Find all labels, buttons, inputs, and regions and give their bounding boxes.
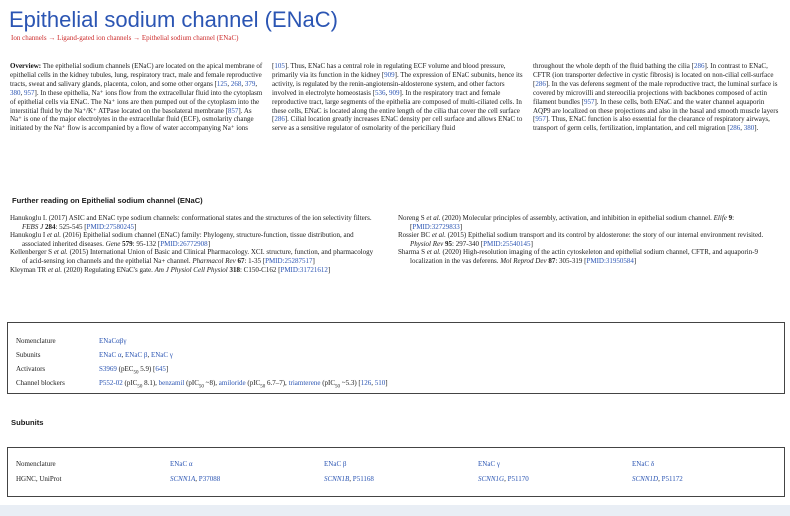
citation-link[interactable]: 286 (535, 79, 546, 88)
citation-link[interactable]: PMID:25540145 (483, 239, 531, 248)
citation-link[interactable]: 857 (227, 106, 239, 115)
overview-text-1: The epithelial sodium channels (ENaC) are located on the apical membrane of epithelial cells in the kidney tubules, lung, respiratory tract, male and female reproductive tracts, sweat and salivary glands, placenta, colon, and some other organs [125, 268, 379, 380, 957]. In these epithelia, Na⁺ ions flow from the extracellular fluid into the cytoplasm of epithelial cells via ENaC. The Na⁺ ions are then pumped out of the cytoplasm into the interstitial fluid by the Na⁺/K⁺ ATPase located on the basolateral membrane [857]. As Na⁺ is one of the major electrolytes in the extracellular fluid (ECF), osmolarity change initiated by the Na⁺ flow is accompanied by a flow of water accompanying Na⁺ ions (10, 62, 263, 133)
row-label: Nomenclature (16, 337, 56, 345)
references-right (398, 214, 778, 266)
reference-item: Kleyman TR et al. (2020) Regulating ENaC's gate. Am J Physiol Cell Physiol 318: C150-C162 [PMID:31721612] (10, 265, 331, 274)
journal-name: et al. (46, 231, 61, 240)
citation-link[interactable]: 125 (216, 79, 228, 88)
citation-link[interactable]: 286 (729, 124, 741, 133)
journal-name: et al. (47, 265, 62, 274)
citation-link[interactable]: PMID:25287517 (265, 256, 313, 265)
hgnc-uniprot-cell: SCNN1G, P51170 (478, 475, 529, 483)
citation-link[interactable]: 380 (10, 88, 21, 97)
citation-link[interactable]: 909 (389, 88, 400, 97)
further-reading-heading: Further reading on Epithelial sodium channel (ENaC) (12, 196, 203, 205)
citation-link[interactable]: 268 (230, 79, 242, 88)
journal-name: et al. (431, 231, 446, 240)
table-row-activators (16, 365, 168, 375)
journal-name: Elife (713, 214, 727, 222)
journal-name: et al. (426, 214, 441, 222)
citation-link[interactable]: 957 (24, 88, 35, 97)
subunit-link-gamma[interactable]: ENaC γ (150, 351, 173, 359)
journal-name: et al. (426, 248, 441, 257)
subunit-name-link[interactable]: ENaC α (170, 460, 193, 468)
breadcrumb-item-ion-channels[interactable]: Ion channels (11, 34, 47, 42)
volume-number: 9 (726, 214, 733, 222)
hgnc-uniprot-cell: SCNN1B, P51168 (324, 475, 374, 483)
subscript: 50 (198, 384, 204, 390)
uniprot-link[interactable]: P51168 (352, 475, 374, 483)
journal-name: et al. (53, 248, 68, 257)
volume-number: 87 (546, 256, 556, 265)
references-left (10, 214, 380, 274)
subunits-heading: Subunits (11, 418, 44, 427)
row-label: HGNC, UniProt (16, 475, 62, 483)
row-label: Subunits (16, 351, 41, 359)
overview-column-3 (533, 62, 783, 133)
citation-link[interactable]: amiloride (218, 379, 246, 387)
citation-link[interactable]: PMID:27580245 (86, 222, 134, 231)
citation-link[interactable]: 286 (693, 62, 705, 70)
page-title: Epithelial sodium channel (ENaC) (9, 7, 338, 32)
subunit-link-alpha[interactable]: ENaC α (99, 351, 122, 359)
subscript: 50 (335, 384, 341, 390)
breadcrumb (11, 34, 238, 42)
gene-link[interactable]: SCNN1G (478, 475, 505, 483)
reference-item: Noreng S et al. (2020) Molecular principles of assembly, activation, and inhibition in epithelial sodium channel. Elife 9: [PMID:32729833] (398, 214, 735, 231)
hgnc-uniprot-cell: SCNN1A, P37088 (170, 475, 221, 483)
reference-item: Kellenberger S et al. (2015) International Union of Basic and Clinical Pharmacology. XCI. structure, function, and pharmacology of acid-sensing ion channels and the epithelial Na+ channel. Pharmacol Rev 67: 1-35 [PMID:25287517] (10, 248, 374, 265)
citation-link[interactable]: benzamil (158, 379, 185, 387)
overview-column-1 (10, 62, 265, 133)
reference-item: Sharma S et al. (2020) High-resolution imaging of the actin cytoskeleton and epithelial sodium channel, CFTR, and aquaporin-9 localization in the vas deferens. Mol Reprod Dev 87: 305-319 [PMID:31950584] (398, 248, 759, 265)
subunits-table (7, 447, 785, 497)
gene-link[interactable]: SCNN1B (324, 475, 350, 483)
volume-number: 579 (120, 239, 133, 248)
citation-link[interactable]: 536 (375, 88, 386, 97)
subscript: 50 (260, 384, 266, 390)
subscript: 50 (137, 384, 143, 390)
citation-link[interactable]: 286 (274, 115, 285, 124)
table-row-nomenclature (16, 337, 126, 345)
subunit-link-beta[interactable]: ENaC β (125, 351, 148, 359)
volume-number: 318 (227, 265, 240, 274)
citation-link[interactable]: 645 (155, 365, 166, 373)
row-label: Channel blockers (16, 379, 65, 387)
subunit-name-link[interactable]: ENaC γ (478, 460, 500, 468)
citation-link[interactable]: PMID:31721612 (280, 265, 328, 274)
journal-name: Am J Physiol Cell Physiol (154, 265, 228, 274)
footer-bar (0, 505, 790, 516)
subunit-name-link[interactable]: ENaC δ (632, 460, 655, 468)
table-row-subunits: Subunits ENaC α, ENaC β, ENaC γ (16, 351, 173, 359)
citation-link[interactable]: 380 (743, 124, 755, 133)
journal-name: FEBS J (22, 222, 44, 231)
blockers-value: P552-02 (pIC$_{50}$ 8.1), benzamil (pIC$_{50}$ ~8), amiloride (pIC$_{50}$ 6.7–7), triamterene (pIC$_{50}$ ~5.3) [126, 510] (99, 379, 388, 390)
citation-link[interactable]: 379 (244, 79, 256, 88)
journal-name: Pharmacol Rev (192, 256, 236, 265)
uniprot-link[interactable]: P51172 (661, 475, 683, 483)
breadcrumb-item-ligand-gated[interactable]: Ligand-gated ion channels (57, 34, 132, 42)
journal-name: Mol Reprod Dev (500, 256, 547, 265)
citation-link[interactable]: 126 (360, 379, 372, 387)
row-label: Activators (16, 365, 46, 373)
uniprot-link[interactable]: P51170 (507, 475, 529, 483)
channel-properties-table (7, 322, 785, 394)
breadcrumb-separator: → (133, 34, 141, 42)
citation-link[interactable]: PMID:31950584 (586, 256, 634, 265)
hgnc-uniprot-cell: SCNN1D, P51172 (632, 475, 683, 483)
volume-number: 67 (235, 256, 245, 265)
volume-number: 95 (443, 239, 452, 248)
journal-name: Gene (105, 239, 121, 248)
breadcrumb-separator: → (48, 34, 56, 42)
gene-link[interactable]: SCNN1D (632, 475, 659, 483)
activators-value: S3969 (pEC$_{50}$ 5.9) [645] (99, 365, 169, 376)
journal-name: Physiol Rev (410, 239, 444, 248)
reference-item: Hanukoglu I. (2017) ASIC and ENaC type sodium channels: conformational states and the structures of the ion selectivity filters. FEBS J 284: 525-545 [PMID:27580245] (10, 214, 372, 231)
overview-text-2: [105]. Thus, ENaC has a central role in regulating ECF volume and blood pressure, primarily via its function in the kidney [909]. The expression of ENaC subunits, hence its activity, is regulated by the renin-angiotensin-aldosterone system, and other factors involved in electrolyte homeostasis [536, 909]. In the respiratory tract and female reproductive tract, large segments of the epithelia are composed of multi-ciliated cells. In these cells, ENaC is located along the entire length of the cilia that cover the cell surface [286]. Cilial location greatly increases ENaC density per cell surface and allows ENaC to serve as a sensitive regulator of osmolarity of the periciliary fluid (272, 62, 523, 133)
citation-link[interactable]: P552-02 (99, 379, 123, 387)
overview-text-3: throughout the whole depth of the fluid bathing the cilia [286]. In contrast to ENaC, CFTR (ion transporter defective in cystic fibrosis) is located on non-cilial cell-surface [286]. In the vas deferens segment of the male reproductive tract, the luminal surface is covered by microvilli and stereocilia projections with backbones composed of actin filament bundles [957]. In these cells, both ENaC and the water channel aquaporin AQP9 are localized on these projections and also in the basal and smooth muscle layers [957]. Thus, ENaC function is also essential for the clearance of respiratory airways, transport of germ cells, fertilization, implantation, and cell migration [286, 380]. (533, 62, 779, 133)
reference-item: Rossier BC et al. (2015) Epithelial sodium transport and its control by aldosterone: the story of our internal environment revisited. Physiol Rev 95: 297-340 [PMID:25540145] (398, 231, 764, 248)
table-row-blockers (16, 379, 388, 389)
citation-link[interactable]: 957 (535, 115, 546, 124)
citation-link[interactable]: 909 (384, 70, 395, 79)
citation-link[interactable]: triamterene (288, 379, 321, 387)
volume-number: 284 (43, 222, 56, 231)
nomenclature-link[interactable]: ENaCαβγ (99, 337, 127, 345)
gene-link[interactable]: SCNN1A (170, 475, 196, 483)
overview-label: Overview: (10, 62, 42, 70)
breadcrumb-item-current[interactable]: Epithelial sodium channel (ENaC) (141, 34, 239, 42)
citation-link[interactable]: PMID:26772908 (160, 239, 208, 248)
citation-link[interactable]: 510 (374, 379, 386, 387)
citation-link[interactable]: PMID:32729833 (412, 222, 460, 231)
citation-link[interactable]: 105 (274, 62, 285, 70)
reference-item: Hanukoglu I et al. (2016) Epithelial sodium channel (ENaC) family: Phylogeny, structure-function, tissue distribution, and associated inherited diseases. Gene 579: 95-132 [PMID:26772908] (10, 231, 354, 248)
overview-column-2 (272, 62, 527, 133)
citation-link[interactable]: 957 (583, 97, 595, 106)
citation-link[interactable]: S3969 (99, 365, 117, 373)
uniprot-link[interactable]: P37088 (198, 475, 221, 483)
subscript: 50 (133, 370, 139, 376)
subunit-name-link[interactable]: ENaC β (324, 460, 347, 468)
row-label: Nomenclature (16, 460, 56, 468)
